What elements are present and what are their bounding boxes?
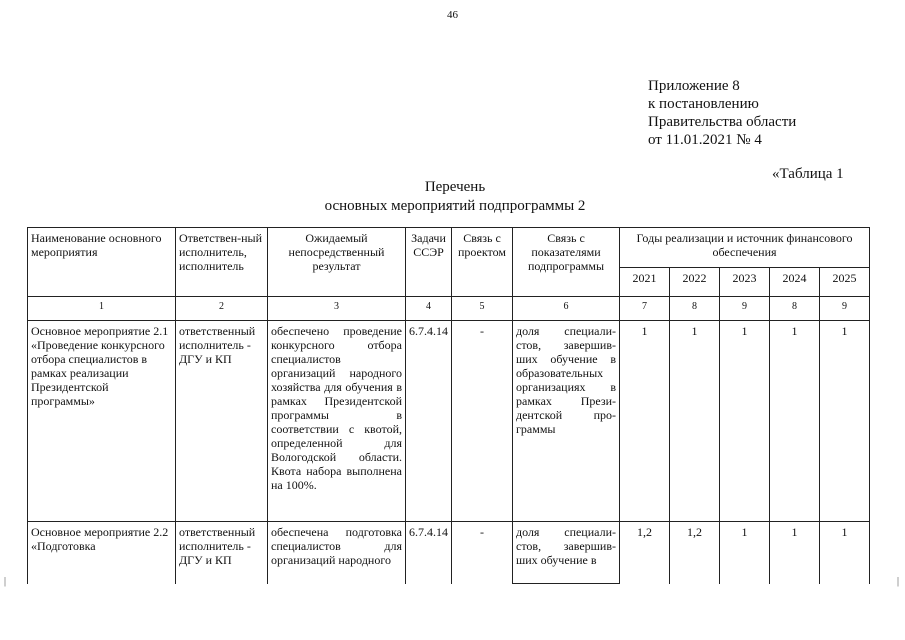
header-responsible: Ответствен-ный исполнитель, исполнитель [176, 228, 268, 297]
row-responsible: ответственный исполнитель - ДГУ и КП [176, 321, 268, 522]
column-number: 3 [268, 297, 406, 321]
column-number: 9 [820, 297, 870, 321]
column-number: 9 [720, 297, 770, 321]
row-value: 1 [820, 321, 870, 522]
header-result: Ожидаемый непосредственный результат [268, 228, 406, 297]
row-value: 1,2 [620, 522, 670, 584]
appendix-line: Приложение 8 [648, 78, 740, 94]
row-project: - [452, 522, 513, 584]
row-tasks: 6.7.4.14 [406, 522, 452, 584]
column-number: 5 [452, 297, 513, 321]
appendix-line: от 11.01.2021 № 4 [648, 132, 762, 148]
column-number: 8 [670, 297, 720, 321]
row-value: 1 [770, 522, 820, 584]
row-value: 1 [620, 321, 670, 522]
header-project: Связь с проектом [452, 228, 513, 297]
row-project: - [452, 321, 513, 522]
table-reference: «Таблица 1 [772, 166, 844, 182]
header-year: 2021 [620, 268, 670, 297]
header-year: 2025 [820, 268, 870, 297]
header-year: 2024 [770, 268, 820, 297]
column-number: 6 [513, 297, 620, 321]
document-title [230, 178, 680, 216]
column-number: 4 [406, 297, 452, 321]
row-name: Основное мероприятие 2.1 «Проведение конкурсного отбора специалистов в рамках реализации Президентской программы» [28, 321, 176, 522]
column-numbers-row [28, 297, 870, 321]
header-indicators: Связь с показателями подпрограммы [513, 228, 620, 297]
page-number: 46 [447, 9, 458, 21]
row-result: обеспечена подготовка специалистов для организаций народного [268, 522, 406, 584]
header-years-group: Годы реализации и источник финансового обеспечения [620, 228, 870, 268]
header-tasks: Задачи ССЭР [406, 228, 452, 297]
row-indicators: доля специали-стов, завершив-ших обучение в [513, 522, 620, 584]
header-year: 2023 [720, 268, 770, 297]
title-line: Перечень [424, 179, 486, 195]
row-value: 1 [720, 321, 770, 522]
row-responsible: ответственный исполнитель - ДГУ и КП [176, 522, 268, 584]
row-value: 1 [820, 522, 870, 584]
column-number: 8 [770, 297, 820, 321]
table-header-row [28, 228, 870, 268]
column-number: 2 [176, 297, 268, 321]
row-tasks: 6.7.4.14 [406, 321, 452, 522]
measures-table [27, 227, 870, 584]
header-year: 2022 [670, 268, 720, 297]
row-name: Основное мероприятие 2.2 «Подготовка [28, 522, 176, 584]
title-line: основных мероприятий подпрограммы 2 [324, 198, 586, 214]
right-margin-mark: | [897, 576, 900, 587]
row-value: 1 [670, 321, 720, 522]
row-indicators: доля специали-стов, завершив-ших обучение в образовательных организациях в рамках Прези-дентской про-граммы [513, 321, 620, 522]
appendix-line: к постановлению [648, 96, 759, 112]
row-value: 1 [720, 522, 770, 584]
left-margin-mark: | [4, 576, 7, 587]
column-number: 1 [28, 297, 176, 321]
row-result: обеспечено проведение конкурсного отбора специалистов организаций народного хозяйства для обучения в рамках Президентской программы в соответствии с квотой, определенной для Вологодской области. Квота набора выполнена на 100%. [268, 321, 406, 522]
row-value: 1,2 [670, 522, 720, 584]
row-value: 1 [770, 321, 820, 522]
header-name: Наименование основного мероприятия [28, 228, 176, 297]
column-number: 7 [620, 297, 670, 321]
appendix-line: Правительства области [648, 114, 797, 130]
table-row [28, 522, 870, 584]
table-row [28, 321, 870, 522]
appendix-block [648, 77, 796, 149]
